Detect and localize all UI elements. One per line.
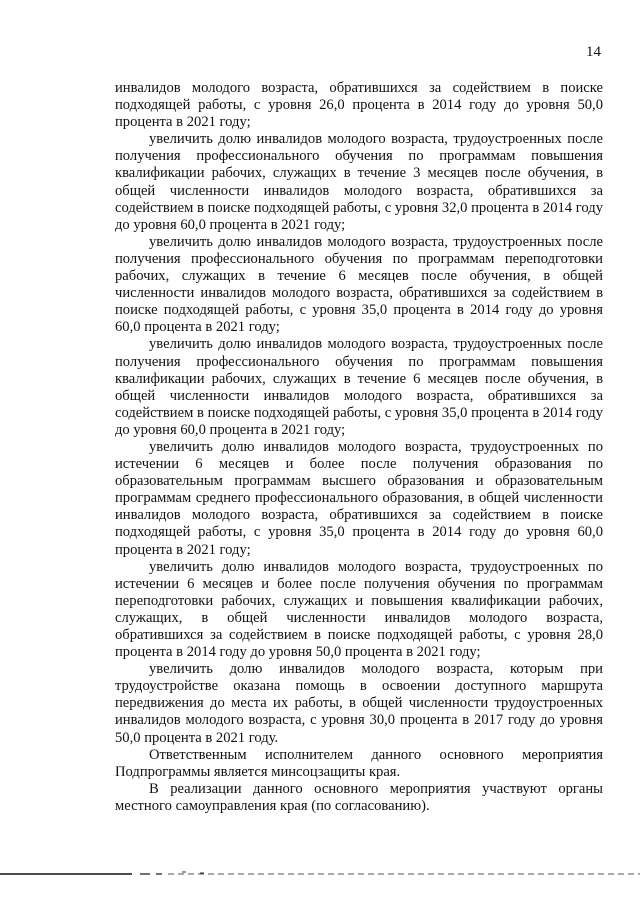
paragraph-goal-qualification-6-months: увеличить долю инвалидов молодого возраста, трудоустроенных после получения профессионального обучения по программам повышения квалификации рабочих, служащих в течение 6 месяцев после обучения, в общей численности инвалидов молодого возраста, обратившихся за содействием в поиске подходящей работы, с уровня 35,0 процента в 2014 году до уровня 60,0 процента в 2021 году; (115, 336, 603, 438)
paragraph-goal-training-6-months: увеличить долю инвалидов молодого возраста, трудоустроенных по истечении 6 месяцев и более после получения обучения по программам переподготовки рабочих, служащих и повышения квалификации рабочих, служащих, в общей численности инвалидов молодого возраста, обратившихся за содействием в поиске подходящей работы, с уровня 28,0 процента в 2014 году до уровня 50,0 процента в 2021 году; (115, 558, 603, 661)
scan-footer-line (0, 868, 640, 882)
document-body (115, 80, 603, 815)
paragraph-responsible-executor: Ответственным исполнителем данного основного мероприятия Подпрограммы является минсоцзащиты края. (115, 746, 603, 780)
paragraph-goal-route-assistance: увеличить долю инвалидов молодого возраста, которым при трудоустройстве оказана помощь в освоении доступного маршрута передвижения до места их работы, в общей численности трудоустроенных инвалидов молодого возраста, с уровня 30,0 процента в 2017 году до уровня 50,0 процента в 2021 году. (115, 661, 603, 746)
page-number: 14 (586, 44, 601, 60)
paragraph-goal-qualification-3-months: увеличить долю инвалидов молодого возраста, трудоустроенных после получения профессионального обучения по программам повышения квалификации рабочих, служащих в течение 3 месяцев после обучения, в общей численности инвалидов молодого возраста, обратившихся за содействием в поиске подходящей работы, с уровня 32,0 процента в 2014 году до уровня 60,0 процента в 2021 году; (115, 131, 603, 233)
paragraph-continuation: инвалидов молодого возраста, обратившихся за содействием в поиске подходящей работы, с уровня 26,0 процента в 2014 году до уровня 50,0 процента в 2021 году; (115, 80, 603, 131)
paragraph-participants: В реализации данного основного мероприятия участвуют органы местного самоуправления края (по согласованию). (115, 780, 603, 814)
paragraph-goal-higher-education: увеличить долю инвалидов молодого возраста, трудоустроенных по истечении 6 месяцев и более после получения образования по образовательным программам высшего образования и образовательным программам среднего профессионального образования, в общей численности инвалидов молодого возраста, обратившихся за содействием в поиске подходящей работы, с уровня 35,0 процента в 2014 году до уровня 60,0 процента в 2021 году; (115, 438, 603, 558)
paragraph-goal-retraining-6-months: увеличить долю инвалидов молодого возраста, трудоустроенных после получения профессионального обучения по программам переподготовки рабочих, служащих в течение 6 месяцев после обучения, в общей численности инвалидов молодого возраста, обратившихся за содействием в поиске подходящей работы, с уровня 35,0 процента в 2014 году до уровня 60,0 процента в 2021 году; (115, 233, 603, 336)
